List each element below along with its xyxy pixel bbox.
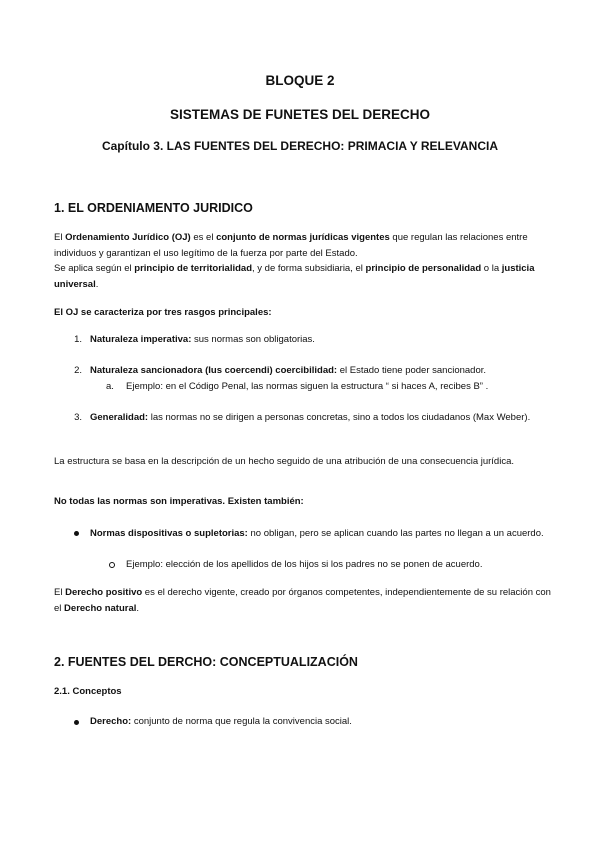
list-item: Naturaleza imperativa: sus normas son obligatorias. [90, 334, 315, 345]
no-todas-heading: No todas las normas son imperativas. Existen también: [54, 496, 304, 507]
list-number: 1. [74, 334, 82, 345]
section-2-heading: 2. FUENTES DEL DERCHO: CONCEPTUALIZACIÓN [54, 655, 358, 669]
list-number: 3. [74, 412, 82, 423]
circle-bullet-icon [109, 562, 115, 568]
derecho-positivo-paragraph: El Derecho positivo es el derecho vigente, creado por órganos competentes, independientemente de su relación con el Derecho natural. [54, 587, 551, 614]
section-1-heading: 1. EL ORDENIAMENTO JURIDICO [54, 201, 253, 215]
list-item: Normas dispositivas o supletorias: no obligan, pero se aplican cuando las partes no llegan a un acuerdo. [90, 528, 544, 539]
subsection-heading: 2.1. Conceptos [54, 686, 122, 697]
example-item: Ejemplo: en el Código Penal, las normas siguen la estructura “ si haces A, recibes B” . [126, 381, 489, 392]
document-title: SISTEMAS DE FUNETES DEL DERECHO [169, 107, 431, 122]
bloque-title: BLOQUE 2 [265, 73, 335, 88]
estructura-paragraph: La estructura se basa en la descripción de un hecho seguido de una atribución de una consecuencia jurídica. [54, 456, 515, 467]
bullet-icon [74, 531, 79, 536]
bullet-icon [74, 720, 79, 725]
list-item: Naturaleza sancionadora (Ius coercendi) coercibilidad: el Estado tiene poder sancionador. [90, 365, 487, 376]
list-item: Generalidad: las normas no se dirigen a personas concretas, sino a todos los ciudadanos (Max Weber). [90, 412, 531, 423]
list-item: Derecho: conjunto de norma que regula la convivencia social. [90, 716, 352, 727]
example-item: Ejemplo: elección de los apellidos de los hijos si los padres no se ponen de acuerdo. [126, 559, 483, 570]
rasgos-heading: El OJ se caracteriza por tres rasgos principales: [54, 307, 272, 318]
list-letter: a. [106, 381, 114, 392]
list-number: 2. [74, 365, 82, 376]
chapter-title: Capítulo 3. LAS FUENTES DEL DERECHO: PRIMACIA Y RELEVANCIA [101, 139, 499, 153]
oj-definition-paragraph: El Ordenamiento Jurídico (OJ) es el conjunto de normas jurídicas vigentes que regulan las relaciones entre individuos y garantizan el uso legítimo de la fuerza por parte del Estado. Se aplica según el principio de territorialidad, y de forma subsidiaria, el principio de personalidad o la justicia universal. [54, 232, 535, 290]
